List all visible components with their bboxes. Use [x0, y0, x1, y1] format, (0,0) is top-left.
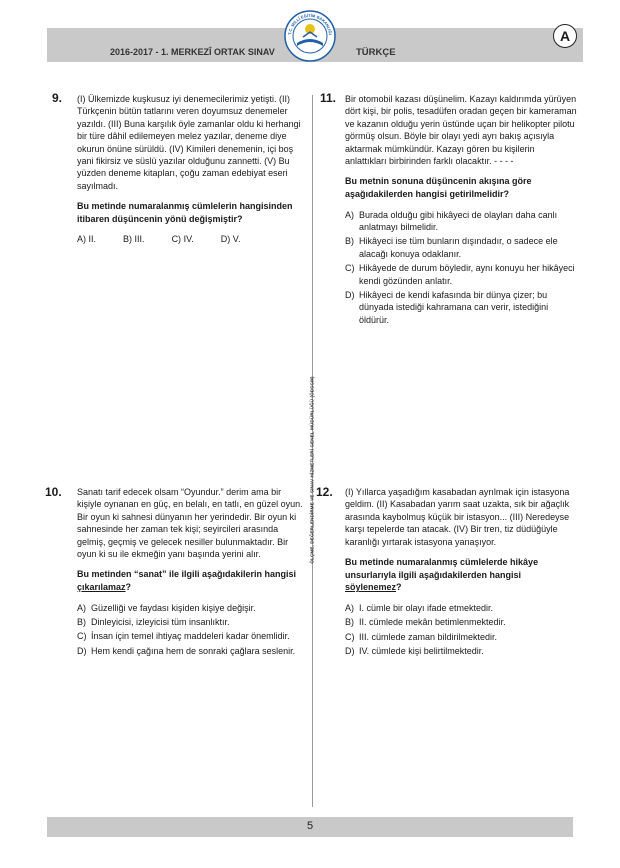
- option-b[interactable]: B) II. cümlede mekân betimlenmektedir.: [345, 617, 506, 628]
- option-b[interactable]: B) Dinleyicisi, izleyicisi tüm insanlıktır.: [77, 617, 230, 628]
- option-d[interactable]: D) V.: [220, 234, 241, 245]
- question-12: [345, 486, 577, 659]
- question-10-text: Sanatı tarif edecek olsam “Oyundur.” derim ama bir kişiyle oynanan en güç, en belalı, en tatlı, en güzel oyun. Bir oyun ki sahnesi dünyanın her yerindedir. Bir oyun ki sahnesinde her zaman tek kişi; seyircileri arasında gelmiş, geçmiş ve gelecek nesiller bulunmaktadır. Bir oyun ki su ile ekmeğin yanı başında yerini alır.: [77, 487, 303, 560]
- option-b[interactable]: B) Hikâyeci ise tüm bunların dışındadır, o sadece ele alacağı konuya odaklanır.: [345, 236, 558, 259]
- question-11: [345, 93, 577, 328]
- question-11-number: 11.: [320, 91, 337, 105]
- question-12-number: 12.: [316, 485, 333, 499]
- question-9-number: 9.: [52, 91, 63, 105]
- option-c[interactable]: C) İnsan için temel ihtiyaç maddeleri kadar önemlidir.: [77, 631, 290, 642]
- side-organization-text: ÖLÇME, DEĞERLENDİRME VE SINAV HİZMETLERİ GENEL MÜDÜRLÜĞÜ (ÖDSGM): [309, 376, 315, 564]
- question-9-text: (I) Ülkemizde kuşkusuz iyi denemecilerimiz yetişti. (II) Türkçenin bütün tatlarını veren doyumsuz denemeler yazıldı. (III) Buna karşılık öyle zamanlar oldu ki herhangi bir türe dâhil edilemeyen melez yazılar, deneme diye okurun önüne sürüldü. (IV) Kimileri denemenin, içi boş yani fikirsiz ve süslü yazılar olduğunu zannetti. (V) Bu yüzden deneme kitapları, çoğu zaman edebiyat eseri sayılmadı.: [77, 94, 301, 191]
- stem-underlined-word: söylenemez: [345, 582, 397, 593]
- question-9-stem: Bu metinde numaralanmış cümlelerin hangisinden itibaren düşüncenin yönü değişmiştir?: [77, 201, 293, 224]
- question-10-stem: Bu metinden “sanat” ile ilgili aşağıdakilerin hangisi çıkarılamaz?: [77, 569, 297, 593]
- page-number: 5: [306, 820, 314, 832]
- question-10: [77, 486, 305, 659]
- svg-text:T.C. MİLLÎ EĞİTİM BAKANLIĞI: T.C. MİLLÎ EĞİTİM BAKANLIĞI: [287, 12, 333, 36]
- question-12-options: [345, 602, 577, 658]
- booklet-type-badge: A: [553, 24, 577, 48]
- option-d[interactable]: D) IV. cümlede kişi belirtilmektedir.: [345, 646, 484, 657]
- question-9-options: [77, 233, 305, 245]
- exam-title: 2016-2017 - 1. MERKEZÎ ORTAK SINAV: [110, 47, 275, 57]
- option-a[interactable]: A) I. cümle bir olayı ifade etmektedir.: [345, 602, 494, 613]
- question-9: [77, 93, 305, 246]
- option-d[interactable]: D) Hem kendi çağına hem de sonraki çağlara seslenir.: [77, 645, 296, 656]
- question-11-stem: Bu metnin sonuna düşüncenin akışına göre aşağıdakilerden hangisi getirilmelidir?: [345, 176, 532, 200]
- option-d[interactable]: D) Hikâyeci de kendi kafasında bir dünya çizer; bu dünyada istediği kahramana can verir, istediğini öldürür.: [345, 290, 549, 325]
- option-a[interactable]: A) II.: [77, 234, 97, 245]
- question-11-options: [345, 209, 577, 327]
- ministry-logo: [283, 9, 337, 63]
- question-10-number: 10.: [45, 485, 62, 499]
- question-12-stem: Bu metinde numaralanmış cümlelerde hikâye unsurlarıyla ilgili aşağıdakilerden hangisi söylenemez?: [345, 557, 539, 593]
- subject-title: TÜRKÇE: [356, 47, 396, 58]
- question-11-text: Bir otomobil kazası düşünelim. Kazayı kaldırımda yürüyen dört kişi, bir polis, tesadüfen oradan geçen bir kameraman ve kazanın olduğu yerin üstünde uçan bir helikopter pilotu görmüş olsun. Böyle bir olayı yedi ayrı bakış açısıyla aktarmak mümkündür. Kazayı gören bu kişilerin anlattıkları birbirinden farklı olacaktır. - - - -: [345, 94, 577, 167]
- option-a[interactable]: A) Burada olduğu gibi hikâyeci de olayları daha canlı anlatmayı bilmelidir.: [345, 209, 558, 233]
- footer-band: [47, 817, 573, 837]
- option-a[interactable]: A) Güzelliği ve faydası kişiden kişiye değişir.: [77, 602, 256, 613]
- option-c[interactable]: C) IV.: [171, 234, 194, 245]
- option-b[interactable]: B) III.: [123, 234, 145, 245]
- option-c[interactable]: C) III. cümlede zaman bildirilmektedir.: [345, 631, 498, 642]
- question-10-options: [77, 602, 305, 658]
- question-12-text: (I) Yıllarca yaşadığım kasabadan ayrılmak için istasyona geldim. (II) Kasabadan yarım saat uzakta, sık bir ağaçlık arasında kaybolmuş küçük bir istasyon... (III) Neredeyse karşı tepelerde tan atacak. (IV) Bir tren, tiz düdüğüyle karanlığı yırtarak istasyona yanaşıyor.: [345, 487, 570, 547]
- option-c[interactable]: C) Hikâyede de durum böyledir, aynı konuyu her hikâyeci kendi gözünden anlatır.: [345, 263, 575, 286]
- stem-underlined-word: çıkarılamaz: [77, 582, 126, 593]
